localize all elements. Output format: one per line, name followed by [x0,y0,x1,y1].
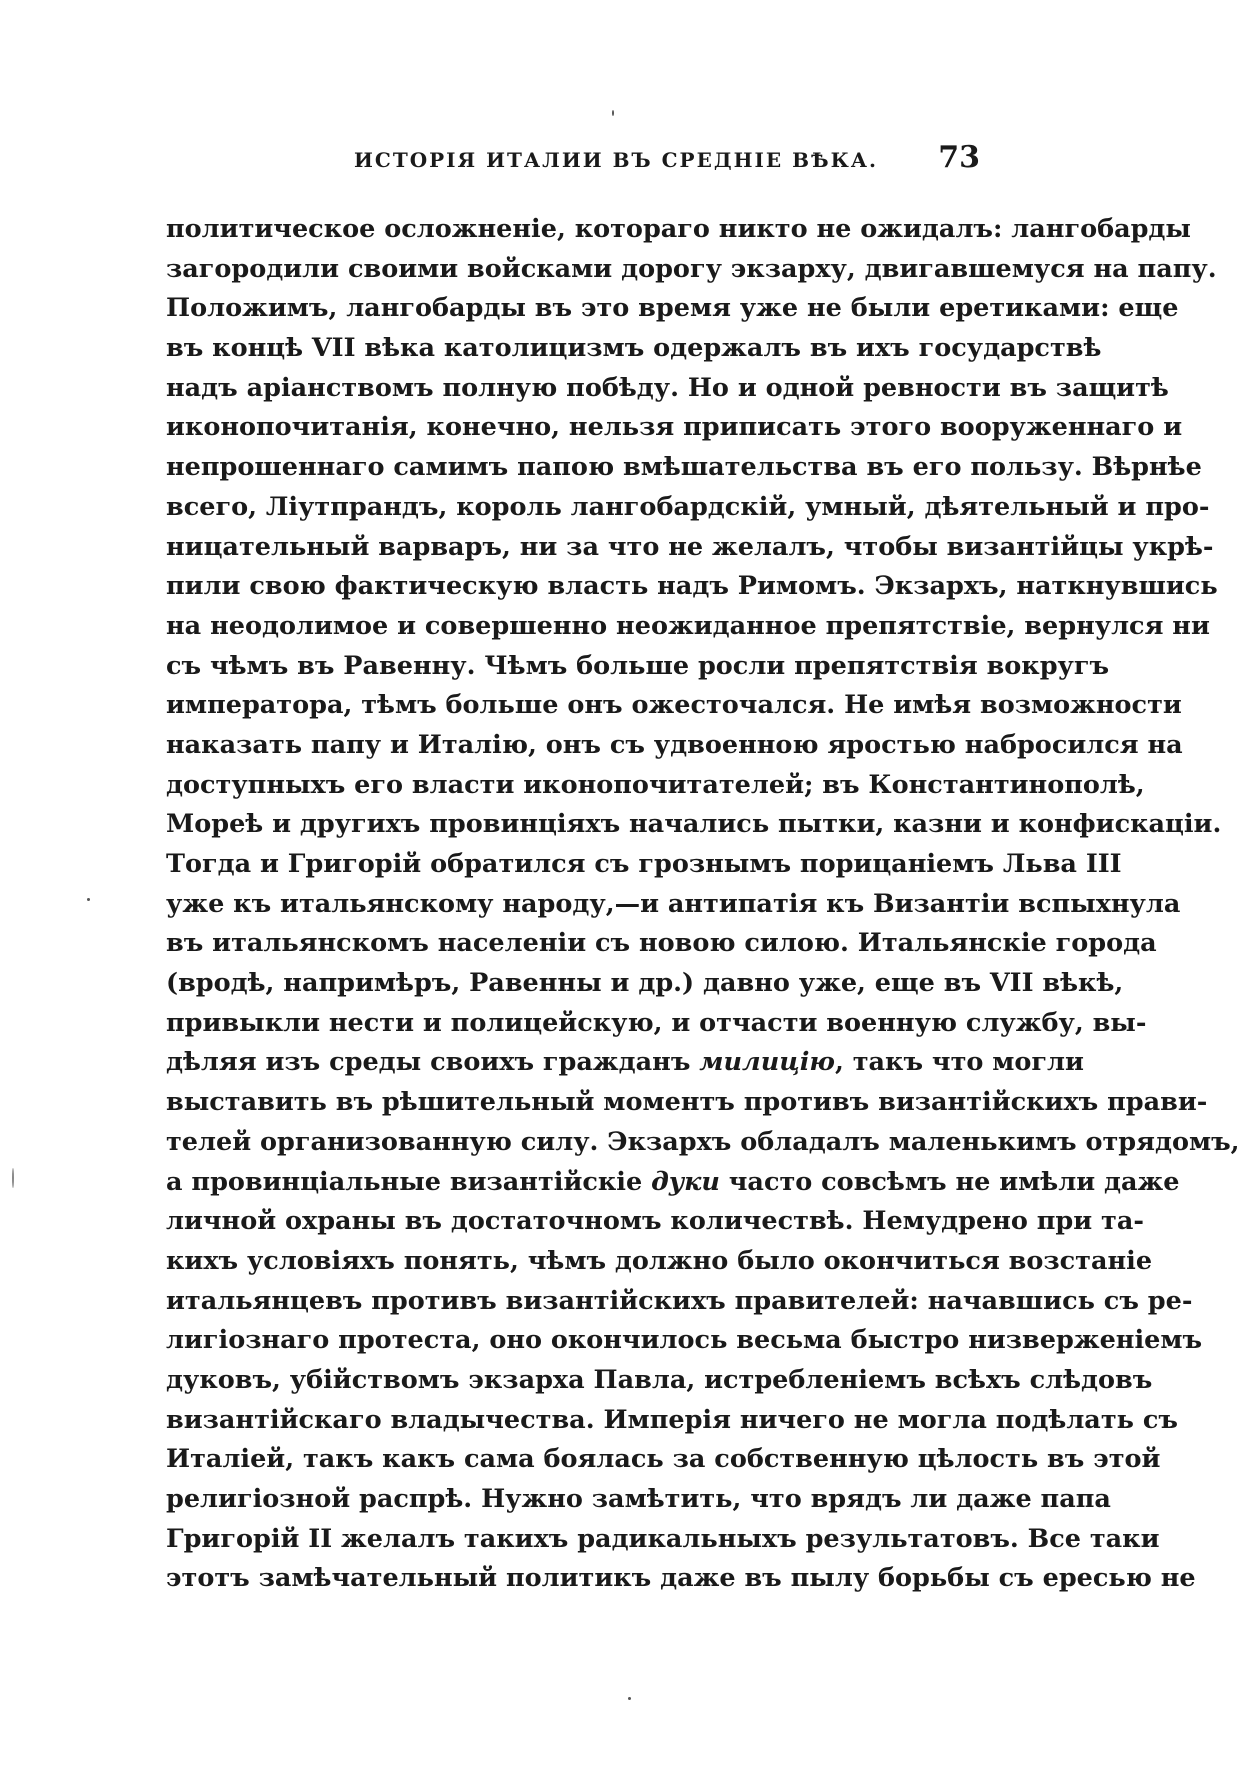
body-text [166,210,1240,1599]
print-speck [87,898,90,901]
running-title: ИСТОРІЯ ИТАЛИИ ВЪ СРЕДНІЕ ВѢКА. [354,148,879,172]
text-line: непрошеннаго самимъ папою вмѣшательства въ его пользу. Вѣрнѣе [166,452,1202,483]
running-head [164,140,984,180]
text-line: дѣляя изъ среды своихъ гражданъ милицію, такъ что могли [166,1047,1084,1078]
print-speck [612,110,614,116]
text-line: Положимъ, лангобарды въ это время уже не были еретиками: еще [166,293,1179,324]
text-line: религіозной распрѣ. Нужно замѣтить, что врядъ ли даже папа [166,1484,1111,1514]
text-line: личной охраны въ достаточномъ количествѣ. Немудрено при та- [166,1206,1144,1237]
text-line: съ чѣмъ въ Равенну. Чѣмъ больше росли препятствія вокругъ [166,650,1110,681]
text-line: привыкли нести и полицейскую, и отчасти военную службу, вы- [166,1007,1147,1038]
text-line: надъ аріанствомъ полную побѣду. Но и одной ревности въ защитѣ [166,372,1169,403]
text-line: иконопочитанія, конечно, нельзя приписать этого вооруженнаго и [166,412,1183,443]
text-line: выставить въ рѣшительный моментъ противъ византійскихъ прави- [166,1087,1208,1118]
page-number: 73 [938,140,980,175]
text-line: (вродѣ, напримѣръ, Равенны и др.) давно уже, еще въ VII вѣкѣ, [166,968,1124,999]
text-line: византійскаго владычества. Имперія ничего не могла подѣлать съ [166,1404,1178,1435]
text-line: лигіознаго протеста, оно окончилось весьма быстро низверженіемъ [166,1325,1203,1356]
text-line: загородили своими войсками дорогу экзарху, двигавшемуся на папу. [166,253,1217,284]
text-line: итальянцевъ противъ византійскихъ правителей: начавшись съ ре- [166,1285,1193,1316]
print-speck [628,1697,631,1700]
text-line: ницательный варваръ, ни за что не желалъ, чтобы византійцы укрѣ- [166,531,1214,562]
text-line: въ концѣ VII вѣка католицизмъ одержалъ въ ихъ государствѣ [166,333,1102,364]
text-line: доступныхъ его власти иконопочитателей; въ Константинополѣ, [166,769,1145,800]
text-line: дуковъ, убійствомъ экзарха Павла, истребленіемъ всѣхъ слѣдовъ [166,1364,1153,1395]
text-line: Григорій II желалъ такихъ радикальныхъ результатовъ. Все таки [166,1523,1160,1554]
print-speck [12,1168,14,1188]
text-line: на неодолимое и совершенно неожиданное препятствіе, вернулся ни [166,610,1210,641]
text-line: наказать папу и Италію, онъ съ удвоенною яростью набросился на [166,729,1183,760]
text-line: императора, тѣмъ больше онъ ожесточался. Не имѣя возможности [166,690,1182,721]
text-line: въ итальянскомъ населеніи съ новою силою. Итальянскіе города [166,928,1157,959]
text-line: всего, Ліутпрандъ, король лангобардскій, умный, дѣятельный и про- [166,491,1210,522]
text-line: пили свою фактическую власть надъ Римомъ. Экзархъ, наткнувшись [166,571,1218,602]
text-line: политическое осложненіе, котораго никто не ожидалъ: лангобарды [166,214,1191,244]
text-line: а провинціальные византійскіе дуки часто совсѣмъ не имѣли даже [166,1166,1180,1197]
text-line: этотъ замѣчательный политикъ даже въ пылу борьбы съ ересью не [166,1563,1196,1594]
text-line: Тогда и Григорій обратился съ грознымъ порицаніемъ Льва III [166,849,1122,879]
text-line: кихъ условіяхъ понять, чѣмъ должно было окончиться возстаніе [166,1245,1153,1276]
text-line: Мореѣ и другихъ провинціяхъ начались пытки, казни и конфискаціи. [166,809,1222,840]
text-line: Италіей, такъ какъ сама боялась за собственную цѣлость въ этой [166,1444,1161,1475]
text-line: телей организованную силу. Экзархъ обладалъ маленькимъ отрядомъ, [166,1126,1240,1157]
text-line: уже къ итальянскому народу,—и антипатія къ Византіи вспыхнула [166,888,1181,919]
